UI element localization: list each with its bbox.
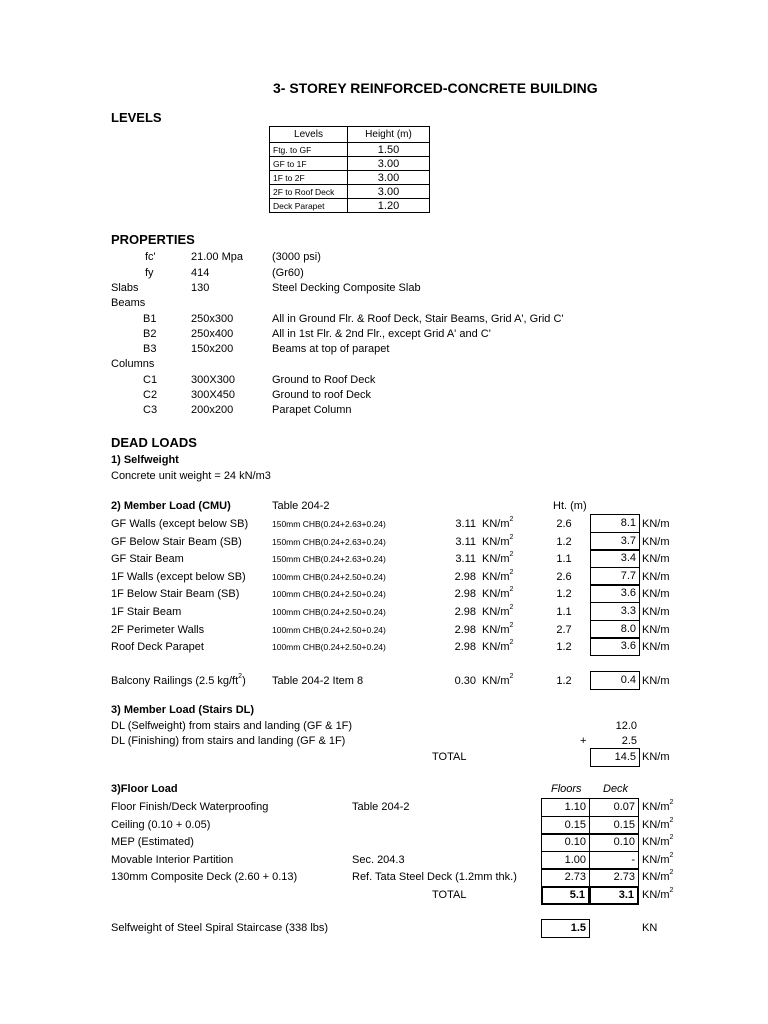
fy-label: fy bbox=[145, 267, 154, 279]
cmu-row-ht: 1.2 bbox=[556, 536, 572, 548]
floor-row-unit bbox=[642, 819, 673, 831]
cmu-row-spec: 100mm CHB(0.24+2.50+0.24) bbox=[272, 572, 386, 582]
cmu-row-load: 2.98 bbox=[454, 571, 476, 583]
stairs-row-name: DL (Selfweight) from stairs and landing (GF & 1F) bbox=[111, 720, 353, 732]
level-height: 3.00 bbox=[348, 185, 430, 199]
properties-heading: PROPERTIES bbox=[111, 232, 195, 247]
floor-row-unit-text: KN/m bbox=[642, 836, 670, 848]
columns-label: Columns bbox=[111, 358, 155, 370]
cmu-row-spec: 100mm CHB(0.24+2.50+0.24) bbox=[272, 625, 386, 635]
level-height: 3.00 bbox=[348, 171, 430, 185]
floor-row-unit bbox=[642, 871, 673, 883]
cmu-row-spec: 100mm CHB(0.24+2.50+0.24) bbox=[272, 589, 386, 599]
cmu-row-ht: 2.7 bbox=[556, 624, 572, 636]
floor-row-floors: 1.10 bbox=[541, 798, 590, 817]
cmu-row-name: GF Below Stair Beam (SB) bbox=[111, 536, 242, 548]
cmu-row-name: 1F Walls (except below SB) bbox=[111, 571, 246, 583]
cmu-row-spec: 150mm CHB(0.24+2.63+0.24) bbox=[272, 537, 386, 547]
balcony-name-close: ) bbox=[242, 675, 246, 687]
floor-row-unit-sup: 2 bbox=[669, 869, 674, 877]
fc-value: 21.00 Mpa bbox=[191, 251, 243, 263]
levels-table bbox=[269, 126, 430, 213]
cmu-row-name: 2F Perimeter Walls bbox=[111, 624, 205, 636]
floor-row-floors: 1.00 bbox=[541, 851, 590, 870]
stairs-row-name: DL (Finishing) from stairs and landing (GF & 1F) bbox=[111, 735, 346, 747]
floor-total-unit-sup: 2 bbox=[669, 887, 674, 895]
floor-load-heading: 3)Floor Load bbox=[111, 783, 178, 795]
column-size: 300X300 bbox=[191, 374, 236, 386]
fc-label: fc' bbox=[145, 251, 156, 263]
floor-row-unit bbox=[642, 801, 673, 813]
cmu-row-total: 3.3 bbox=[590, 602, 640, 621]
cmu-row-unit-sup: 2 bbox=[509, 569, 514, 577]
beam-label: B1 bbox=[143, 313, 157, 325]
cmu-row-unit-text: KN/m bbox=[482, 553, 510, 565]
column-note: Ground to roof Deck bbox=[272, 389, 372, 401]
beam-size: 150x200 bbox=[191, 343, 234, 355]
level-name: Ftg. to GF bbox=[270, 143, 348, 157]
cmu-row-total-unit: KN/m bbox=[642, 624, 670, 636]
floor-row-name: 130mm Composite Deck (2.60 + 0.13) bbox=[111, 871, 298, 883]
cmu-row-load: 2.98 bbox=[454, 624, 476, 636]
level-height: 1.50 bbox=[348, 143, 430, 157]
balcony-unit-sup: 2 bbox=[509, 673, 514, 681]
floor-row-ref: Ref. Tata Steel Deck (1.2mm thk.) bbox=[352, 871, 517, 883]
staircase-value: 1.5 bbox=[541, 919, 590, 938]
cmu-row-unit-text: KN/m bbox=[482, 641, 510, 653]
table-row bbox=[270, 185, 430, 199]
cmu-row-name: 1F Below Stair Beam (SB) bbox=[111, 588, 240, 600]
stairs-row-value: 12.0 bbox=[615, 720, 637, 732]
level-name: GF to 1F bbox=[270, 157, 348, 171]
level-height: 1.20 bbox=[348, 199, 430, 213]
floor-row-name: MEP (Estimated) bbox=[111, 836, 194, 848]
cmu-row-unit-text: KN/m bbox=[482, 571, 510, 583]
cmu-row-unit-sup: 2 bbox=[509, 516, 514, 524]
floor-row-deck: - bbox=[589, 851, 639, 870]
height-col-header: Height (m) bbox=[348, 127, 430, 143]
cmu-row-unit-sup: 2 bbox=[509, 551, 514, 559]
levels-heading: LEVELS bbox=[111, 110, 162, 125]
level-name: 2F to Roof Deck bbox=[270, 185, 348, 199]
cmu-row-total-unit: KN/m bbox=[642, 518, 670, 530]
floor-total-unit-text: KN/m bbox=[642, 889, 670, 901]
cmu-row-load: 2.98 bbox=[454, 606, 476, 618]
floor-row-floors: 0.10 bbox=[541, 833, 590, 852]
column-label: C3 bbox=[143, 404, 158, 416]
cmu-row-name: 1F Stair Beam bbox=[111, 606, 182, 618]
cmu-row-unit-text: KN/m bbox=[482, 518, 510, 530]
cmu-row-total: 3.6 bbox=[590, 637, 640, 656]
cmu-row-ht: 1.2 bbox=[556, 588, 572, 600]
floor-total-floors: 5.1 bbox=[541, 886, 590, 905]
beam-note: Beams at top of parapet bbox=[272, 343, 390, 355]
floor-row-deck: 2.73 bbox=[589, 868, 639, 887]
dead-loads-heading: DEAD LOADS bbox=[111, 435, 197, 450]
floor-row-unit bbox=[642, 836, 673, 848]
stairs-heading: 3) Member Load (Stairs DL) bbox=[111, 704, 255, 716]
cmu-row-total: 7.7 bbox=[590, 567, 640, 586]
floor-row-deck: 0.10 bbox=[589, 833, 639, 852]
cmu-row-spec: 150mm CHB(0.24+2.63+0.24) bbox=[272, 519, 386, 529]
table-row bbox=[270, 143, 430, 157]
slabs-note: Steel Decking Composite Slab bbox=[272, 282, 421, 294]
floor-row-floors: 0.15 bbox=[541, 816, 590, 835]
stairs-total: 14.5 bbox=[590, 748, 640, 767]
cmu-row-unit bbox=[482, 624, 513, 636]
level-height: 3.00 bbox=[348, 157, 430, 171]
cmu-row-ht: 1.2 bbox=[556, 641, 572, 653]
cmu-row-unit-sup: 2 bbox=[509, 622, 514, 630]
cmu-row-total: 8.0 bbox=[590, 620, 640, 639]
cmu-row-total-unit: KN/m bbox=[642, 606, 670, 618]
floor-total-label: TOTAL bbox=[432, 889, 467, 901]
slabs-label: Slabs bbox=[111, 282, 139, 294]
cmu-row-total: 3.7 bbox=[590, 532, 640, 551]
floor-row-unit-text: KN/m bbox=[642, 819, 670, 831]
cmu-row-total: 8.1 bbox=[590, 514, 640, 533]
deck-col-header: Deck bbox=[603, 783, 629, 795]
cmu-row-unit-text: KN/m bbox=[482, 588, 510, 600]
fy-note: (Gr60) bbox=[272, 267, 304, 279]
fc-note: (3000 psi) bbox=[272, 251, 321, 263]
column-note: Parapet Column bbox=[272, 404, 352, 416]
cmu-row-total: 3.4 bbox=[590, 549, 640, 568]
floor-row-ref: Table 204-2 bbox=[352, 801, 410, 813]
floor-row-unit bbox=[642, 854, 673, 866]
balcony-load: 0.30 bbox=[454, 675, 476, 687]
balcony-name-text: Balcony Railings (2.5 kg/ft bbox=[111, 675, 239, 687]
staircase-name: Selfweight of Steel Spiral Staircase (338 lbs) bbox=[111, 922, 329, 934]
column-label: C2 bbox=[143, 389, 158, 401]
cmu-row-ht: 2.6 bbox=[556, 518, 572, 530]
cmu-row-spec: 150mm CHB(0.24+2.63+0.24) bbox=[272, 554, 386, 564]
floor-row-deck: 0.07 bbox=[589, 798, 639, 817]
floor-row-name: Movable Interior Partition bbox=[111, 854, 234, 866]
stairs-row-operator: + bbox=[580, 735, 587, 747]
cmu-row-unit bbox=[482, 518, 513, 530]
cmu-row-unit-sup: 2 bbox=[509, 534, 514, 542]
cmu-row-unit bbox=[482, 606, 513, 618]
balcony-unit bbox=[482, 675, 513, 687]
floors-col-header: Floors bbox=[551, 783, 582, 795]
floor-row-unit-text: KN/m bbox=[642, 871, 670, 883]
cmu-row-unit-sup: 2 bbox=[509, 586, 514, 594]
floor-row-deck: 0.15 bbox=[589, 816, 639, 835]
cmu-row-ht: 1.1 bbox=[556, 606, 572, 618]
floor-row-floors: 2.73 bbox=[541, 868, 590, 887]
selfweight-text: Concrete unit weight = 24 kN/m3 bbox=[111, 470, 271, 482]
floor-total-deck: 3.1 bbox=[589, 886, 639, 905]
table-row bbox=[270, 171, 430, 185]
cmu-row-name: Roof Deck Parapet bbox=[111, 641, 204, 653]
balcony-ht: 1.2 bbox=[556, 675, 572, 687]
stairs-total-unit: KN/m bbox=[642, 751, 670, 763]
balcony-total: 0.4 bbox=[590, 671, 640, 690]
column-size: 200x200 bbox=[191, 404, 234, 416]
beam-size: 250x400 bbox=[191, 328, 234, 340]
beam-note: All in 1st Flr. & 2nd Flr., except Grid A' and C' bbox=[272, 328, 491, 340]
beam-label: B3 bbox=[143, 343, 157, 355]
page-title: 3- STOREY REINFORCED-CONCRETE BUILDING bbox=[273, 80, 598, 96]
beam-label: B2 bbox=[143, 328, 157, 340]
level-name: Deck Parapet bbox=[270, 199, 348, 213]
member-cmu-heading: 2) Member Load (CMU) bbox=[111, 500, 231, 512]
staircase-unit: KN bbox=[642, 922, 658, 934]
beams-label: Beams bbox=[111, 297, 146, 309]
cmu-row-spec: 100mm CHB(0.24+2.50+0.24) bbox=[272, 642, 386, 652]
cmu-row-unit bbox=[482, 536, 513, 548]
stairs-total-label: TOTAL bbox=[432, 751, 467, 763]
floor-row-unit-sup: 2 bbox=[669, 852, 674, 860]
column-size: 300X450 bbox=[191, 389, 236, 401]
floor-row-ref: Sec. 204.3 bbox=[352, 854, 405, 866]
balcony-unit-text: KN/m bbox=[482, 675, 510, 687]
floor-total-unit bbox=[642, 889, 673, 901]
floor-row-name: Ceiling (0.10 + 0.05) bbox=[111, 819, 211, 831]
cmu-row-unit bbox=[482, 553, 513, 565]
balcony-spec: Table 204-2 Item 8 bbox=[272, 675, 364, 687]
selfweight-heading: 1) Selfweight bbox=[111, 454, 179, 466]
floor-row-unit-sup: 2 bbox=[669, 799, 674, 807]
floor-row-unit-sup: 2 bbox=[669, 817, 674, 825]
cmu-row-name: GF Walls (except below SB) bbox=[111, 518, 249, 530]
column-label: C1 bbox=[143, 374, 158, 386]
levels-table-header bbox=[270, 127, 430, 143]
cmu-row-total-unit: KN/m bbox=[642, 536, 670, 548]
column-note: Ground to Roof Deck bbox=[272, 374, 376, 386]
cmu-row-load: 3.11 bbox=[455, 536, 476, 548]
cmu-row-total-unit: KN/m bbox=[642, 588, 670, 600]
cmu-row-unit-text: KN/m bbox=[482, 606, 510, 618]
table-row bbox=[270, 199, 430, 213]
beam-note: All in Ground Flr. & Roof Deck, Stair Beams, Grid A', Grid C' bbox=[272, 313, 564, 325]
cmu-row-load: 2.98 bbox=[454, 588, 476, 600]
fy-value: 414 bbox=[191, 267, 210, 279]
level-name: 1F to 2F bbox=[270, 171, 348, 185]
table-row bbox=[270, 157, 430, 171]
cmu-row-unit-text: KN/m bbox=[482, 536, 510, 548]
ht-header: Ht. (m) bbox=[553, 500, 587, 512]
cmu-row-name: GF Stair Beam bbox=[111, 553, 184, 565]
cmu-row-total: 3.6 bbox=[590, 584, 640, 603]
cmu-row-load: 2.98 bbox=[454, 641, 476, 653]
cmu-row-ht: 1.1 bbox=[556, 553, 572, 565]
cmu-row-spec: 100mm CHB(0.24+2.50+0.24) bbox=[272, 607, 386, 617]
cmu-row-total-unit: KN/m bbox=[642, 571, 670, 583]
balcony-total-unit: KN/m bbox=[642, 675, 670, 687]
cmu-row-total-unit: KN/m bbox=[642, 553, 670, 565]
floor-row-unit-text: KN/m bbox=[642, 801, 670, 813]
beam-size: 250x300 bbox=[191, 313, 234, 325]
cmu-row-unit bbox=[482, 641, 513, 653]
levels-col-header: Levels bbox=[270, 127, 348, 143]
slabs-value: 130 bbox=[191, 282, 210, 294]
cmu-row-unit-sup: 2 bbox=[509, 604, 514, 612]
floor-row-unit-sup: 2 bbox=[669, 834, 674, 842]
cmu-row-load: 3.11 bbox=[455, 518, 476, 530]
member-cmu-table-ref: Table 204-2 bbox=[272, 500, 330, 512]
cmu-row-unit-text: KN/m bbox=[482, 624, 510, 636]
balcony-name-sup: 2 bbox=[238, 673, 243, 681]
cmu-row-unit-sup: 2 bbox=[509, 639, 514, 647]
floor-row-unit-text: KN/m bbox=[642, 854, 670, 866]
balcony-name bbox=[111, 675, 246, 687]
cmu-row-unit bbox=[482, 588, 513, 600]
stairs-row-value: 2.5 bbox=[621, 735, 637, 747]
cmu-row-load: 3.11 bbox=[455, 553, 476, 565]
cmu-row-ht: 2.6 bbox=[556, 571, 572, 583]
cmu-row-unit bbox=[482, 571, 513, 583]
floor-row-name: Floor Finish/Deck Waterproofing bbox=[111, 801, 269, 813]
cmu-row-total-unit: KN/m bbox=[642, 641, 670, 653]
